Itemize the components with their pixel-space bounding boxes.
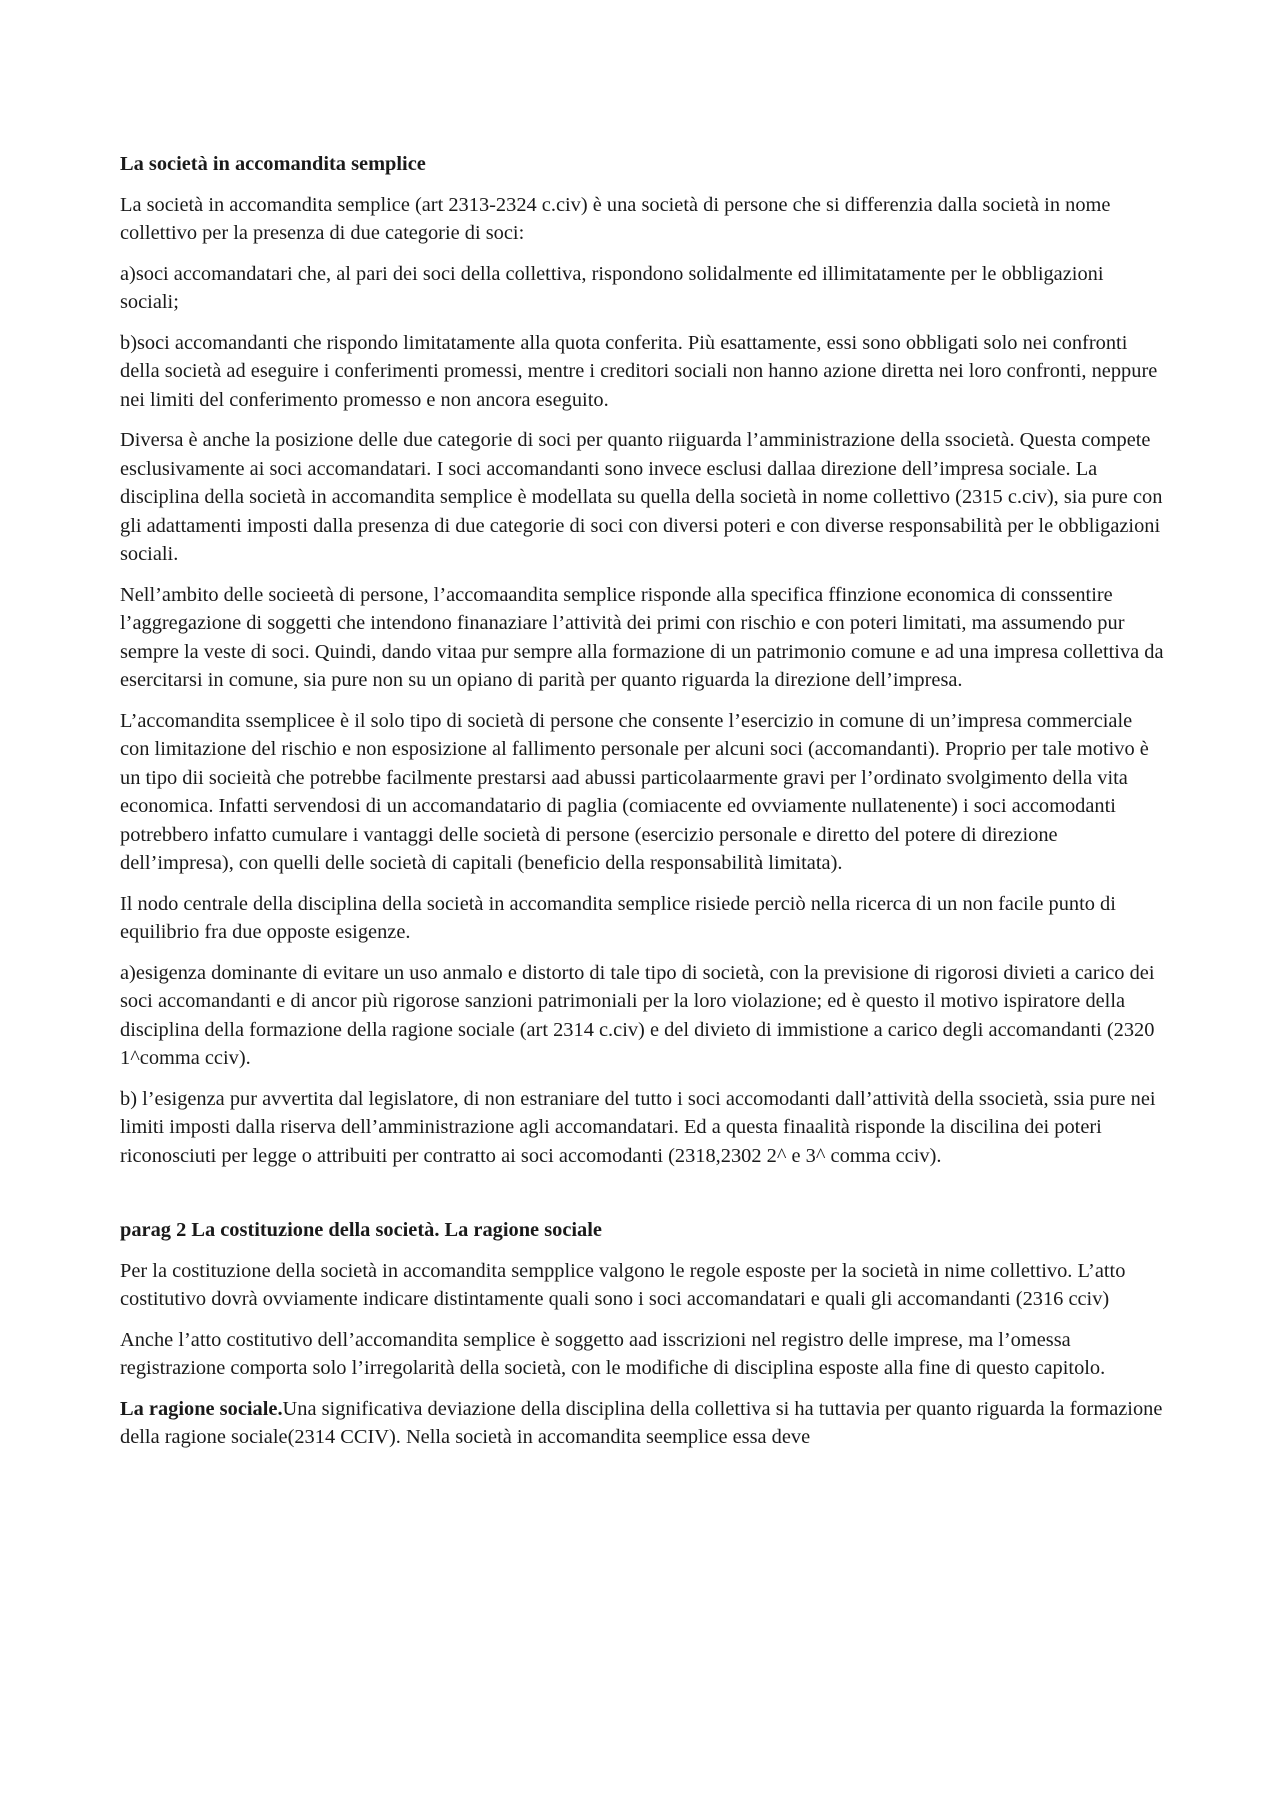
paragraph-accomandatari: a)soci accomandatari che, al pari dei soci della collettiva, rispondono solidalmente ed illimitatamente per le obbligazioni sociali; <box>120 262 1104 313</box>
ragione-sociale-lead: La ragione sociale. <box>120 1397 283 1420</box>
paragraph-nodo-centrale: Il nodo centrale della disciplina della società in accomandita semplice risiede perciò nella ricerca di un non facile punto di equilibrio fra due opposte esigenze. <box>120 892 1116 943</box>
document-body <box>120 150 1165 1464</box>
paragraph-costituzione: Per la costituzione della società in accomandita sempplice valgono le regole esposte per la società in nime collettivo. L’atto costitutivo dovrà ovviamente indicare distintamente quali sono i soci accomandatari e quali gli accomandanti (2316 cciv) <box>120 1259 1126 1310</box>
paragraph-amministrazione: Diversa è anche la posizione delle due categorie di soci per quanto riiguarda l’amministrazione della ssocietà. Questa compete esclusivamente ai soci accomandatari. I soci accomandanti sono invece esclusi dallaa direzione dell’impresa sociale. La disciplina della società in accomandita semplice è modellata su quella della società in nome collettivo (2315 c.civ), sia pure con gli adattamenti imposti dalla presenza di due categorie di soci con diversi poteri e con diverse responsabilità per le obbligazioni sociali. <box>120 429 1163 565</box>
ragione-sociale-text: Una significativa deviazione della disciplina della collettiva si ha tuttavia per quanto riguarda la formazione della ragione sociale(2314 CCIV). Nella società in accomandita seemplice essa deve <box>120 1397 1163 1448</box>
section-heading-2: parag 2 La costituzione della società. La ragione sociale <box>120 1219 602 1241</box>
paragraph-ragione-sociale <box>120 1395 1165 1452</box>
paragraph-intro: La società in accomandita semplice (art 2313-2324 c.civ) è una società di persone che si differenzia dalla società in nome collettivo per la presenza di due categorie di soci: <box>120 193 1111 244</box>
section-heading-1: La società in accomandita semplice <box>120 153 426 175</box>
paragraph-funzione-economica: Nell’ambito delle socieetà di persone, l’accomaandita semplice risponde alla specifica ffinzione economica di conssentire l’aggregazione di soggetti che intendono finanaziare l’attività dei primi con rischio e con poteri limitati, ma assumendo pur sempre la veste di soci. Quindi, dando vitaa pur sempre alla formazione di un patrimonio comune e ad una impresa collettiva da esercitarsi in comune, sia pure non su un opiano di parità per quanto riguarda la direzione dell’impresa. <box>120 583 1164 691</box>
paragraph-esigenza-b: b) l’esigenza pur avvertita dal legislatore, di non estraniare del tutto i soci accomodanti dall’attività della ssocietà, ssia pure nei limiti imposti dalla riserva dell’amministrazione agli accomandatari. Ed a questa finaalità risponde la discilina dei poteri riconosciuti per legge o attribuiti per contratto ai soci accomodanti (2318,2302 2^ e 3^ comma cciv). <box>120 1087 1156 1167</box>
paragraph-esigenza-a: a)esigenza dominante di evitare un uso anmalo e distorto di tale tipo di società, con la previsione di rigorosi divieti a carico dei soci accomandanti e di ancor più rigorose sanzioni patrimoniali per la loro violazione; ed è questo il motivo ispiratore della disciplina della formazione della ragione sociale (art 2314 c.civ) e del divieto di immistione a carico degli accomandanti (2320 1^comma cciv). <box>120 961 1155 1069</box>
paragraph-accomandanti: b)soci accomandanti che rispondo limitatamente alla quota conferita. Più esattamente, essi sono obbligati solo nei confronti della società ad eseguire i conferimenti promessi, mentre i creditori sociali non hanno azione diretta nei loro confronti, neppure nei limiti del conferimento promesso e non ancora eseguito. <box>120 331 1158 411</box>
paragraph-registro-imprese: Anche l’atto costitutivo dell’accomandita semplice è soggetto aad isscrizioni nel registro delle imprese, ma l’omessa registrazione comporta solo l’irregolarità della società, con le modifiche di disciplina esposte alla fine di questo capitolo. <box>120 1328 1106 1379</box>
paragraph-rischio: L’accomandita ssemplicee è il solo tipo di società di persone che consente l’esercizio in comune di un’impresa commerciale con limitazione del rischio e non esposizione al fallimento personale per alcuni soci (accomandanti). Proprio per tale motivo è un tipo dii socieità che potrebbe facilmente prestarsi aad abussi particolaarmente gravi per l’ordinato svolgimento della vita economica. Infatti servendosi di un accomandatario di paglia (comiacente ed ovviamente nullatenente) i soci accomodanti potrebbero infatto cumulare i vantaggi delle società di persone (esercizio personale e diretto del potere di direzione dell’impresa), con quelli delle società di capitali (beneficio della responsabilità limitata). <box>120 709 1149 874</box>
